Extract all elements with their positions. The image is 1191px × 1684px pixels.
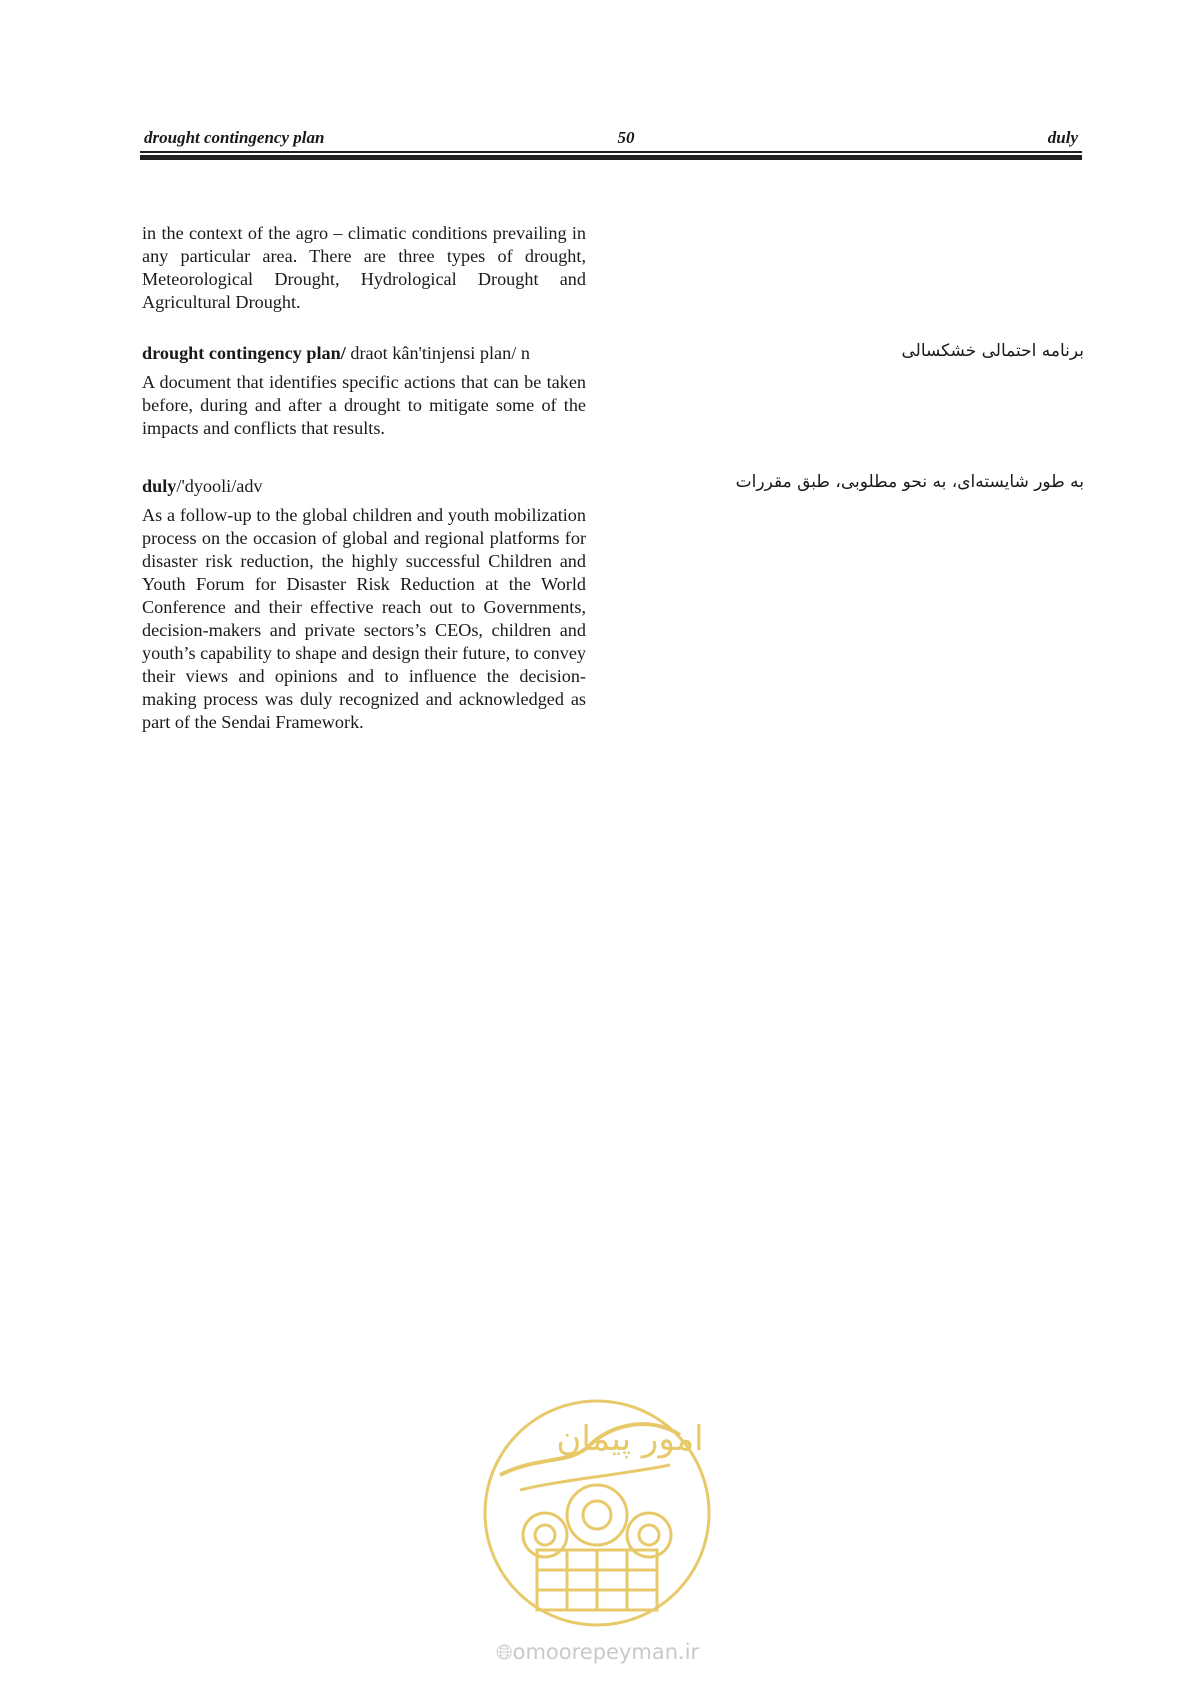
entry-pronunciation: draot kân'tinjensi plan/ n xyxy=(345,343,530,363)
entry-definition: A document that identifies specific actions that can be taken before, during and after a drought to mitigate some of the impacts and conflicts that results. xyxy=(142,372,586,438)
watermark xyxy=(480,1395,715,1670)
entry-heading xyxy=(142,342,586,365)
entry-translation-fa: به طور شایسته‌ای، به نحو مطلوبی، طبق مقررات xyxy=(735,472,1084,492)
running-head-left: drought contingency plan xyxy=(144,128,325,147)
watermark-logo-text: امور پیمان xyxy=(556,1419,704,1459)
entry-duly xyxy=(142,475,586,734)
entry-definition: As a follow-up to the global children and youth mobilization process on the occasion of global and regional platforms for disaster risk reduction, the highly successful Children and Youth Forum for Disaster Risk Reduction at the World Conference and their effective reach out to Governments, decision-makers and private sectors’s CEOs, children and youth’s capability to shape and design their future, to convey their views and opinions and to influence the decision-making process was duly recognized and acknowledged as part of the Sendai Framework. xyxy=(142,505,586,732)
page-number: 50 xyxy=(617,128,635,147)
entry-translation-fa: برنامه احتمالی خشکسالی xyxy=(901,341,1084,361)
header-rule-thick xyxy=(140,155,1082,160)
watermark-url-text: omoorepeyman.ir xyxy=(512,1640,700,1664)
header-rule-thin xyxy=(140,151,1082,153)
globe-icon: 🌐︎ xyxy=(495,1640,513,1664)
watermark-logo xyxy=(480,1395,715,1635)
watermark-url xyxy=(480,1640,715,1665)
entry-headword: duly xyxy=(142,476,177,496)
entry-heading xyxy=(142,475,586,498)
entry-pronunciation: /'dyooli/adv xyxy=(176,476,263,496)
entry-headword: drought contingency plan/ xyxy=(142,343,346,363)
continuation-text: in the context of the agro – climatic conditions prevailing in any particular area. There are three types of drought, Meteorological Drought, Hydrological Drought and Agricultural Drought. xyxy=(142,223,586,312)
running-head xyxy=(142,128,1080,150)
running-head-right: duly xyxy=(1047,128,1078,147)
entry-drought-contingency-plan xyxy=(142,342,586,440)
continuation-block xyxy=(142,222,586,314)
